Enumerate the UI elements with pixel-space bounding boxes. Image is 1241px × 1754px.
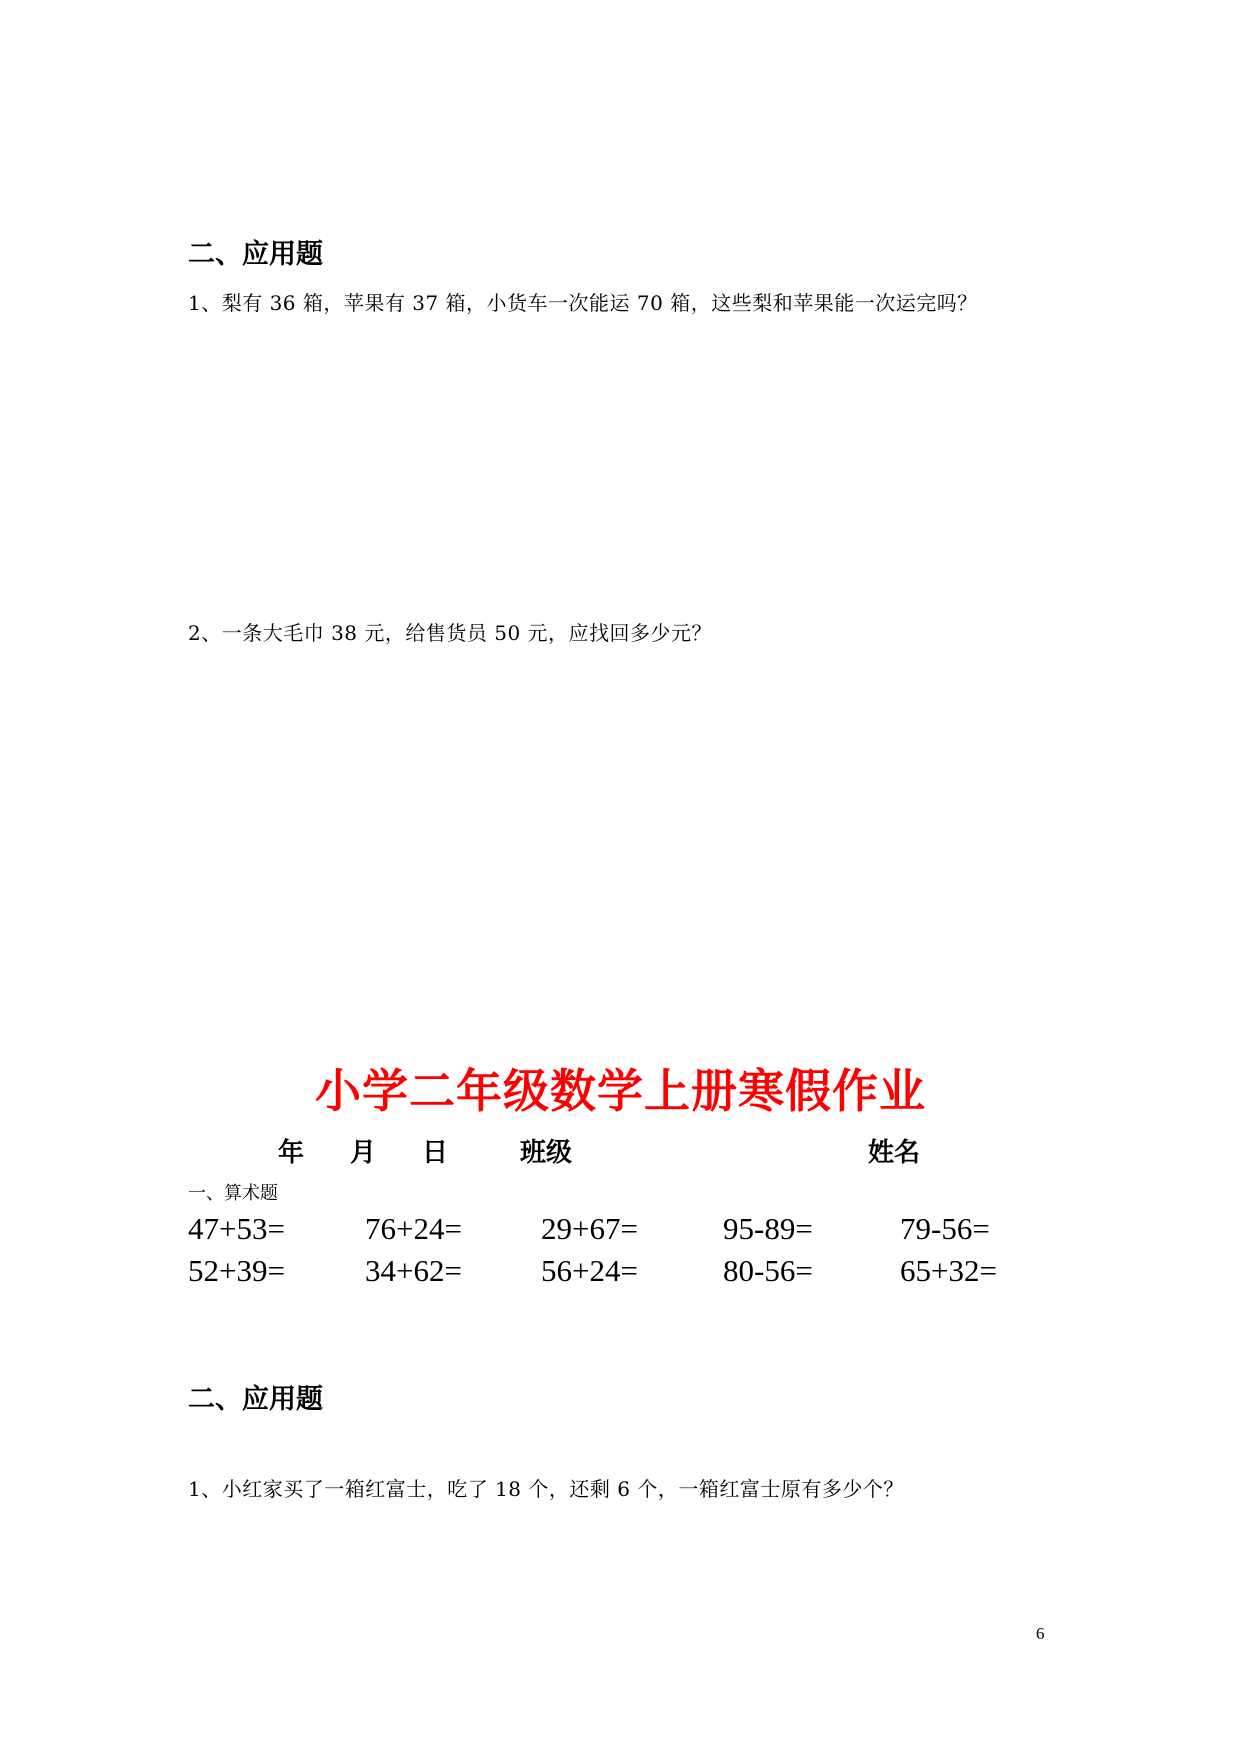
section-title-application-top: 二、应用题 xyxy=(188,239,323,270)
header-name: 姓名 xyxy=(868,1138,921,1168)
problem-1-bottom: 1、小红家买了一箱红富士，吃了 18 个，还剩 6 个，一箱红富士原有多少个？ xyxy=(188,1477,904,1501)
problem-2-top: 2、一条大毛巾 38 元，给售货员 50 元，应找回多少元？ xyxy=(188,621,713,645)
equation: 95-89= xyxy=(723,1211,813,1246)
problem-1-top: 1、梨有 36 箱，苹果有 37 箱，小货车一次能运 70 箱，这些梨和苹果能一次运完吗？ xyxy=(188,291,978,315)
header-class: 班级 xyxy=(520,1138,573,1168)
header-day: 日 xyxy=(422,1138,449,1168)
arithmetic-section-title: 一、算术题 xyxy=(188,1183,278,1204)
equation: 76+24= xyxy=(365,1211,462,1246)
equation: 80-56= xyxy=(723,1253,813,1288)
header-year: 年 xyxy=(278,1138,305,1168)
equation: 34+62= xyxy=(365,1253,462,1288)
equation: 56+24= xyxy=(541,1253,638,1288)
equation: 47+53= xyxy=(188,1211,285,1246)
section-title-application-bottom: 二、应用题 xyxy=(188,1384,323,1415)
page-number: 6 xyxy=(1036,1624,1045,1643)
worksheet-title: 小学二年级数学上册寒假作业 xyxy=(315,1064,926,1118)
header-month: 月 xyxy=(350,1138,377,1168)
equation: 65+32= xyxy=(900,1253,997,1288)
equation: 79-56= xyxy=(900,1211,990,1246)
equation: 29+67= xyxy=(541,1211,638,1246)
equation: 52+39= xyxy=(188,1253,285,1288)
